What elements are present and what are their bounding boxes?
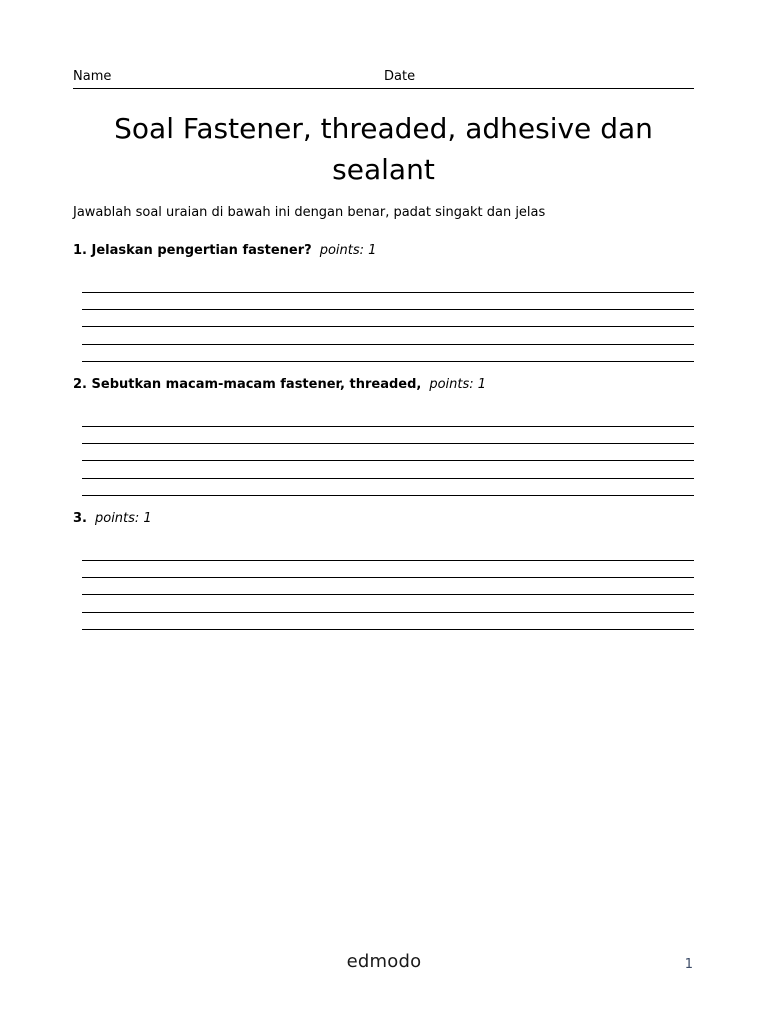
question-1-header [73, 242, 694, 259]
question-2-header [73, 376, 694, 393]
question-3-header [73, 510, 694, 527]
question-3 [73, 510, 694, 630]
name-date-header [73, 69, 694, 89]
question-3-answer-area[interactable] [82, 544, 694, 630]
question-1-points: points: 1 [319, 243, 377, 258]
question-1 [73, 242, 694, 362]
question-2-points: points: 1 [429, 377, 487, 392]
answer-line [82, 461, 694, 478]
answer-line [82, 410, 694, 427]
edmodo-logo: edmodo [346, 951, 422, 972]
question-1-text: 1. Jelaskan pengertian fastener? [73, 243, 312, 258]
page-number: 1 [684, 957, 693, 972]
answer-line [82, 276, 694, 293]
answer-line [82, 310, 694, 327]
question-2-answer-area[interactable] [82, 410, 694, 496]
answer-line [82, 293, 694, 310]
answer-line [82, 479, 694, 496]
worksheet-title: Soal Fastener, threaded, adhesive dan sealant [114, 112, 653, 186]
answer-line [82, 544, 694, 561]
answer-line [82, 561, 694, 578]
question-2-text: 2. Sebutkan macam-macam fastener, threaded, [73, 377, 422, 392]
question-2 [73, 376, 694, 496]
question-3-text: 3. [73, 511, 87, 526]
answer-line [82, 578, 694, 595]
question-3-points: points: 1 [94, 511, 152, 526]
answer-line [82, 327, 694, 344]
name-label: Name [73, 69, 112, 84]
question-1-answer-area[interactable] [82, 276, 694, 362]
answer-line [82, 595, 694, 612]
answer-line [82, 345, 694, 362]
answer-line [82, 427, 694, 444]
answer-line [82, 613, 694, 630]
answer-line [82, 444, 694, 461]
instructions-text: Jawablah soal uraian di bawah ini dengan benar, padat singakt dan jelas [73, 205, 546, 220]
date-label: Date [384, 69, 416, 84]
